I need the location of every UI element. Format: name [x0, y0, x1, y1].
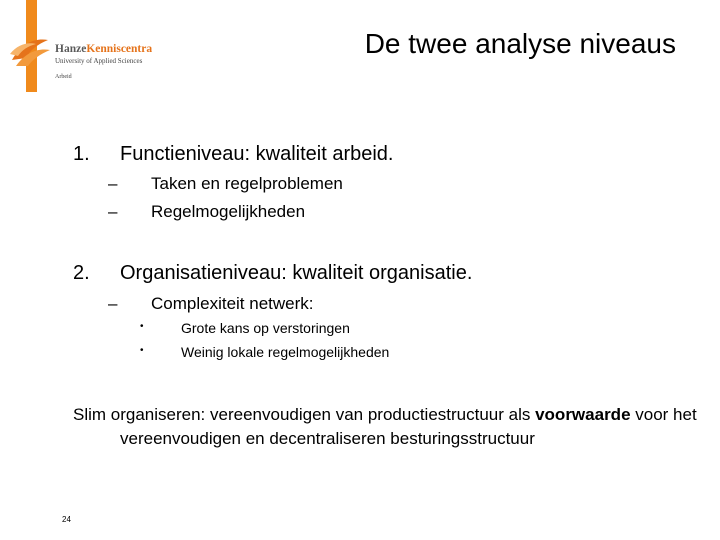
dash-bullet: – [108, 174, 118, 193]
logo [8, 34, 178, 86]
item-text: Functieniveau: kwaliteit arbeid. [120, 143, 394, 165]
logo-department: Arbeid [55, 74, 72, 80]
subitem-text: Regelmogelijkheden [151, 202, 306, 221]
item-number: 2. [73, 262, 90, 284]
conclusion-paragraph: Slim organiseren: vereenvoudigen van productiestructuur als voorwaarde voor het vereenvoudigen en decentraliseren besturingsstructuur [73, 405, 697, 448]
subitem-text: Complexiteit netwerk: [151, 294, 314, 313]
dash-bullet: – [108, 202, 118, 221]
subsubitem-text: Weinig lokale regelmogelijkheden [181, 344, 390, 360]
subsubitem-text: Grote kans op verstoringen [181, 320, 350, 336]
subitem-text: Taken en regelproblemen [151, 174, 343, 193]
logo-name: HanzeKenniscentra [55, 43, 153, 55]
dot-bullet: • [140, 321, 144, 332]
page-number: 24 [62, 515, 71, 524]
logo-subtitle: University of Applied Sciences [55, 57, 143, 65]
item-text: Organisatieniveau: kwaliteit organisatie. [120, 262, 473, 284]
dash-bullet: – [108, 294, 118, 313]
logo-flame-icon [8, 36, 52, 70]
dot-bullet: • [140, 345, 144, 356]
item-number: 1. [73, 143, 90, 165]
slide-title: De twee analyse niveaus [364, 28, 676, 59]
